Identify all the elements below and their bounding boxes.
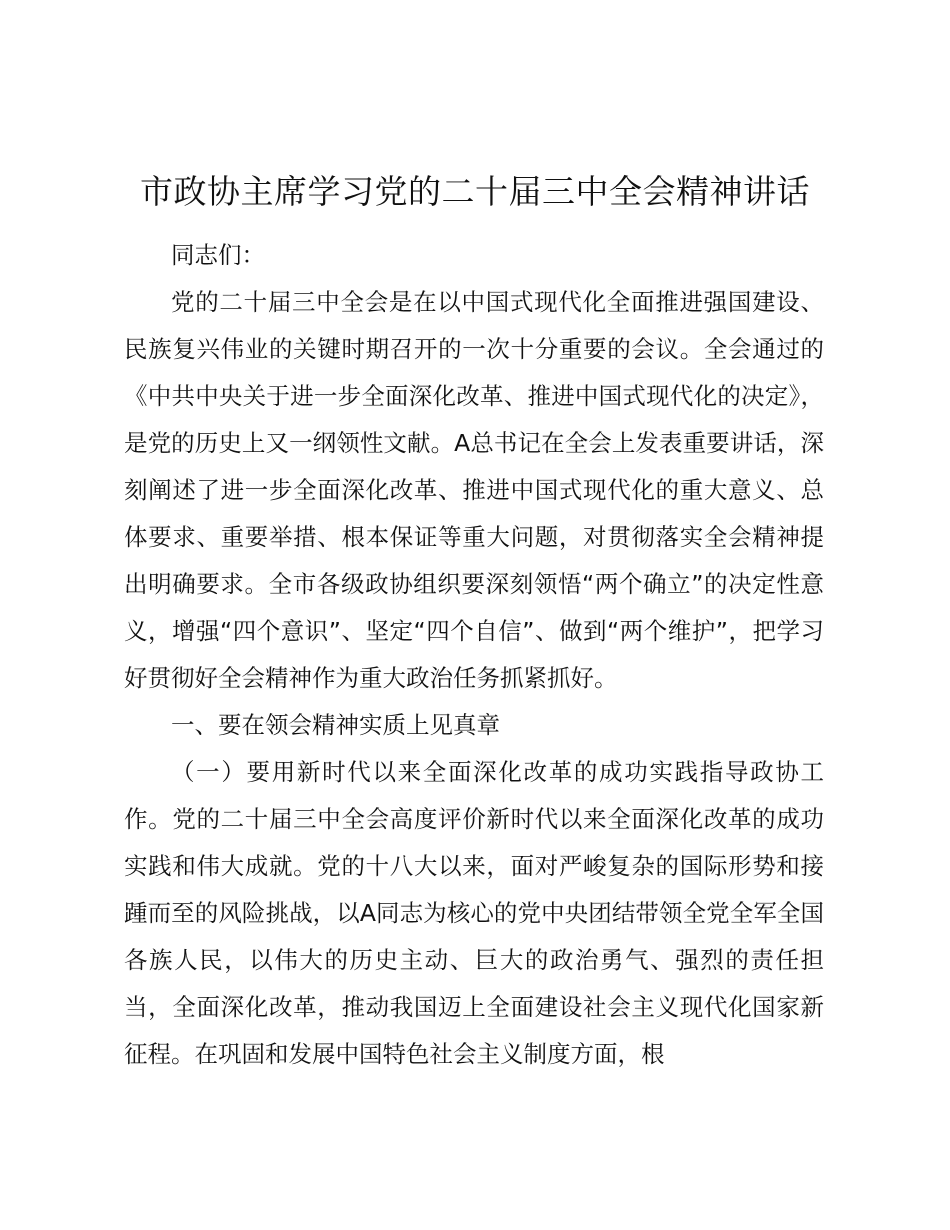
section-heading: 一、要在领会精神实质上见真章 [171,711,500,739]
document-body [124,232,824,1078]
salutation-paragraph: 同志们： [171,241,265,269]
subsection-paragraph: （一）要用新时代以来全面深化改革的成功实践指导政协工作。党的二十届三中全会高度评价新时代以来全面深化改革的成功实践和伟大成就。党的十八大以来，面对严峻复杂的国际形势和接踵而至的风险挑战，以A同志为核心的党中央团结带领全党全军全国各族人民，以伟大的历史主动、巨大的政治勇气、强烈的责任担当，全面深化改革，推动我国迈上全面建设社会主义现代化国家新征程。在巩固和发展中国特色社会主义制度方面，根 [124,758,824,1068]
intro-paragraph: 党的二十届三中全会是在以中国式现代化全面推进强国建设、民族复兴伟业的关键时期召开的一次十分重要的会议。全会通过的《中共中央关于进一步全面深化改革、推进中国式现代化的决定》，是党的历史上又一纲领性文献。A总书记在全会上发表重要讲话，深刻阐述了进一步全面深化改革、推进中国式现代化的重大意义、总体要求、重要举措、根本保证等重大问题，对贯彻落实全会精神提出明确要求。全市各级政协组织要深刻领悟“两个确立”的决定性意义，增强“四个意识”、坚定“四个自信”、做到“两个维护”，把学习好贯彻好全会精神作为重大政治任务抓紧抓好。 [124,288,824,692]
document-title: 市政协主席学习党的二十届三中全会精神讲话 [140,172,810,211]
